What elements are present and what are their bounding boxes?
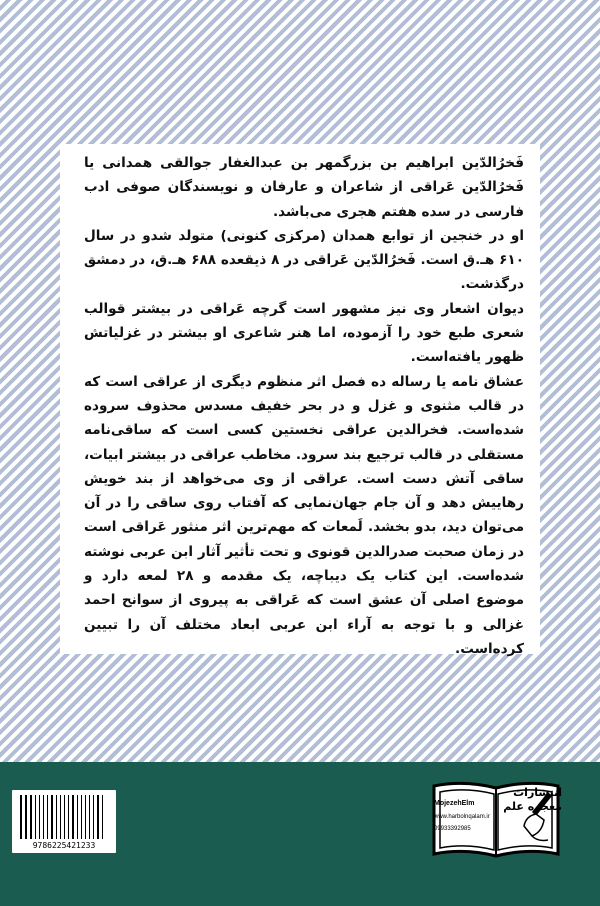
paragraph-intro: فَخرُالدّین ابراهیم بن بزرگمهر بن عبدالغفار جوالقی همدانی یا فَخرُالدّین عَراقی از شاعران و عارفان و نویسندگان صوفی ادب فارسی در سده هفتم هجری می‌باشد. xyxy=(84,155,524,220)
barcode-bar xyxy=(56,795,57,839)
barcode-bar xyxy=(64,795,65,839)
barcode-bar xyxy=(89,795,90,839)
barcode-bar xyxy=(77,795,78,839)
barcode-bar xyxy=(35,795,36,839)
barcode-bar xyxy=(68,795,69,839)
publisher-name-fa: انتشارات معجزه علم xyxy=(503,786,562,813)
paragraph-works: عشاق نامه یا رساله ده فصل اثر منظوم دیگری از عراقی است که در قالب مثنوی و غزل و در بحر خفیف مسدس محذوف سروده شده‌است. فخرالدین عراقی نخستین کسی است که ساقی‌نامه مستقلی در قالب ترجیع بند سرود. مخاطب عراقی در بیشتر ابیات، ساقی آتش دست است. عراقی از وی می‌خواهد از بند خویش رهاییش دهد و آن جام جهان‌نمایی که آفتاب روی ساقی را در آن می‌توان دید، بدو بخشد. لَمعات که مهم‌ترین اثر منثور عَراقی است در زمان صحبت صدرالدین قونوی و تحت تأثیر آثار ابن عربی نوشته شده‌است. این کتاب یک دیباچه، یک مقدمه و ۲۸ لمعه دارد و موضوع اصلی آن عشق است که عَراقی به پیروی از سوانح احمد غزالی و با توجه به آراء ابن عربی ابعاد مختلف آن را تبیین کرده‌است. xyxy=(84,373,524,657)
isbn-barcode xyxy=(12,790,116,853)
barcode-bar xyxy=(20,795,22,839)
publisher-logo xyxy=(428,778,564,860)
barcode-bar xyxy=(25,795,27,839)
barcode-bar xyxy=(43,795,44,839)
isbn-number: 9786225421233 xyxy=(32,841,96,850)
barcode-bar xyxy=(47,795,48,839)
barcode-bars xyxy=(18,795,110,839)
paragraph-divan: دیوان اشعار وی نیز مشهور است گرچه عَراقی در بیشتر قوالب شعری طبع خود را آزموده، اما هنر شاعری او بیشتر در غزلیاتش ظهور یافته‌است. xyxy=(84,300,524,366)
barcode-bar xyxy=(81,795,82,839)
barcode-bar xyxy=(51,795,53,839)
barcode-bar xyxy=(39,795,40,839)
barcode-bar xyxy=(97,795,99,839)
barcode-bar xyxy=(85,795,86,839)
barcode-bar xyxy=(72,795,74,839)
paragraph-birth-death: او در خنجین از توابع همدان (مرکزی کنونی) متولد شدو در سال ۶۱۰ هـ.ق است. فَخرُالدّین عَراقی در ۸ ذیقعده ۶۸۸ هـ.ق، در دمشق درگذشت. xyxy=(84,227,524,293)
publisher-name-en: MojezehElm xyxy=(434,800,475,807)
barcode-bar xyxy=(93,795,94,839)
back-cover-text xyxy=(84,151,524,661)
publisher-phone: 09933392985 xyxy=(434,826,471,832)
publisher-website: www.harbolnqalam.ir xyxy=(434,814,490,820)
barcode-bar xyxy=(102,795,103,839)
barcode-bar xyxy=(30,795,32,839)
barcode-bar xyxy=(60,795,61,839)
